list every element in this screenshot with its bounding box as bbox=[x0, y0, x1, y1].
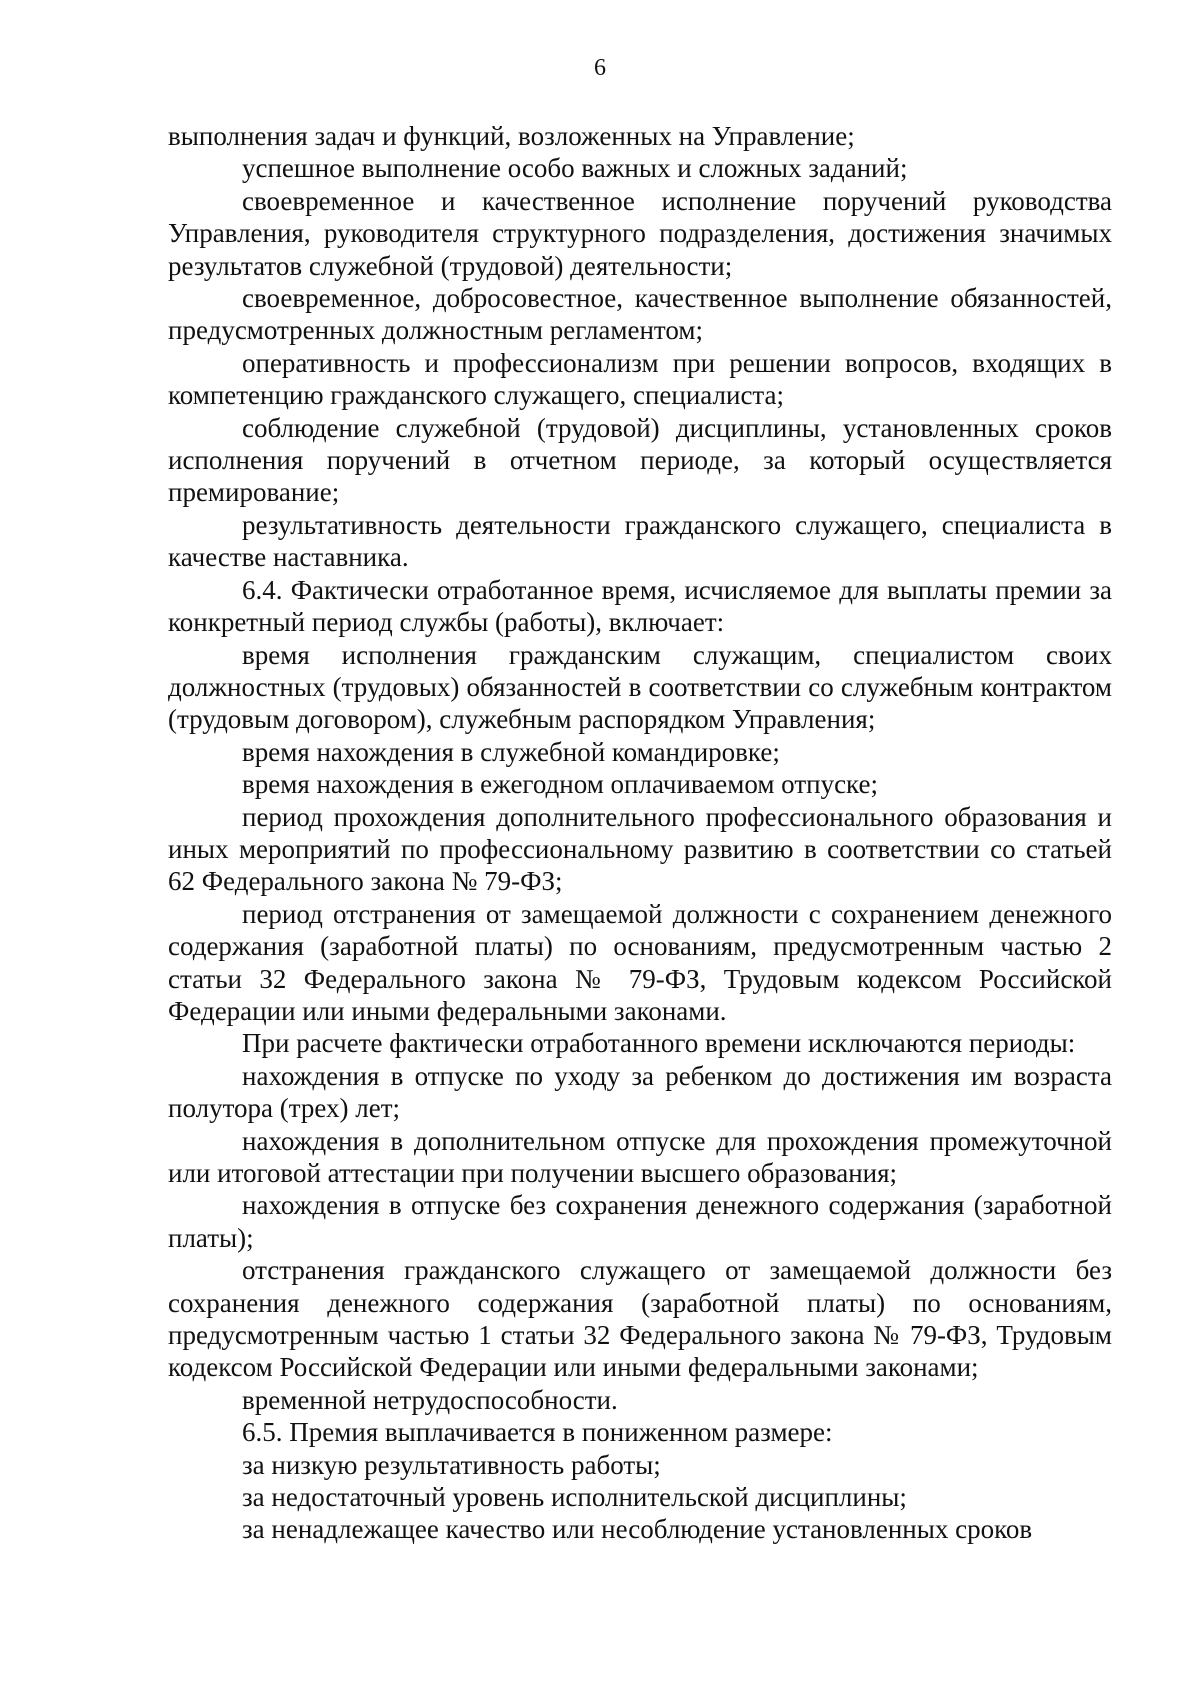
paragraph: время исполнения гражданским служащим, специалистом своих должностных (трудовых) обязанностей в соответствии со служебным контрактом (трудовым договором), служебным распорядком Управления; bbox=[168, 639, 1112, 735]
paragraph: результативность деятельности гражданского служащего, специалиста в качестве наставника. bbox=[168, 509, 1112, 573]
paragraph: отстранения гражданского служащего от замещаемой должности без сохранения денежного содержания (заработной платы) по основаниям, предусмотренным частью 1 статьи 32 Федерального закона № 79-ФЗ, Трудовым кодексом Российской Федерации или иными федеральными законами; bbox=[168, 1255, 1112, 1383]
paragraph: нахождения в отпуске по уходу за ребенком до достижения им возраста полутора (трех) лет; bbox=[168, 1060, 1112, 1124]
paragraph: нахождения в отпуске без сохранения денежного содержания (заработной платы); bbox=[168, 1190, 1112, 1253]
paragraph: своевременное, добросовестное, качественное выполнение обязанностей, предусмотренных должностным регламентом; bbox=[168, 283, 1112, 346]
paragraph: временной нетрудоспособности. bbox=[242, 1384, 618, 1415]
paragraph: 6.4. Фактически отработанное время, исчисляемое для выплаты премии за конкретный период службы (работы), включает: bbox=[168, 574, 1112, 638]
paragraph: за низкую результативность работы; bbox=[242, 1449, 661, 1480]
paragraph: время нахождения в ежегодном оплачиваемом отпуске; bbox=[242, 769, 878, 800]
paragraph: за недостаточный уровень исполнительской дисциплины; bbox=[242, 1482, 907, 1513]
paragraph: 6.5. Премия выплачивается в пониженном размере: bbox=[242, 1417, 833, 1448]
paragraph: время нахождения в служебной командировке; bbox=[242, 736, 780, 767]
paragraph: период прохождения дополнительного профессионального образования и иных мероприятий по профессиональному развитию в соответствии со статьей 62 Федерального закона № 79-ФЗ; bbox=[168, 801, 1112, 897]
paragraph: период отстранения от замещаемой должности с сохранением денежного содержания (заработной платы) по основаниям, предусмотренным частью 2 статьи 32 Федерального закона № 79-ФЗ, Трудовым кодексом Российской Федерации или иными федеральными законами. bbox=[168, 898, 1112, 1026]
paragraph: своевременное и качественное исполнение поручений руководства Управления, руководителя структурного подразделения, достижения значимых результатов служебной (трудовой) деятельности; bbox=[168, 185, 1112, 281]
paragraph: При расчете фактически отработанного времени исключаются периоды: bbox=[242, 1028, 1076, 1059]
paragraph: за ненадлежащее качество или несоблюдение установленных сроков bbox=[242, 1514, 1033, 1545]
paragraph: выполнения задач и функций, возложенных на Управление; bbox=[168, 121, 855, 151]
paragraph: нахождения в дополнительном отпуске для прохождения промежуточной или итоговой аттестации при получении высшего образования; bbox=[168, 1125, 1112, 1188]
paragraph: соблюдение служебной (трудовой) дисциплины, установленных сроков исполнения поручений в отчетном периоде, за который осуществляется премирование; bbox=[168, 412, 1112, 508]
paragraph: оперативность и профессионализм при решении вопросов, входящих в компетенцию гражданского служащего, специалиста; bbox=[168, 347, 1112, 411]
paragraph: успешное выполнение особо важных и сложных заданий; bbox=[242, 153, 908, 184]
page-number: 6 bbox=[594, 55, 606, 81]
document-body bbox=[168, 120, 1112, 1546]
